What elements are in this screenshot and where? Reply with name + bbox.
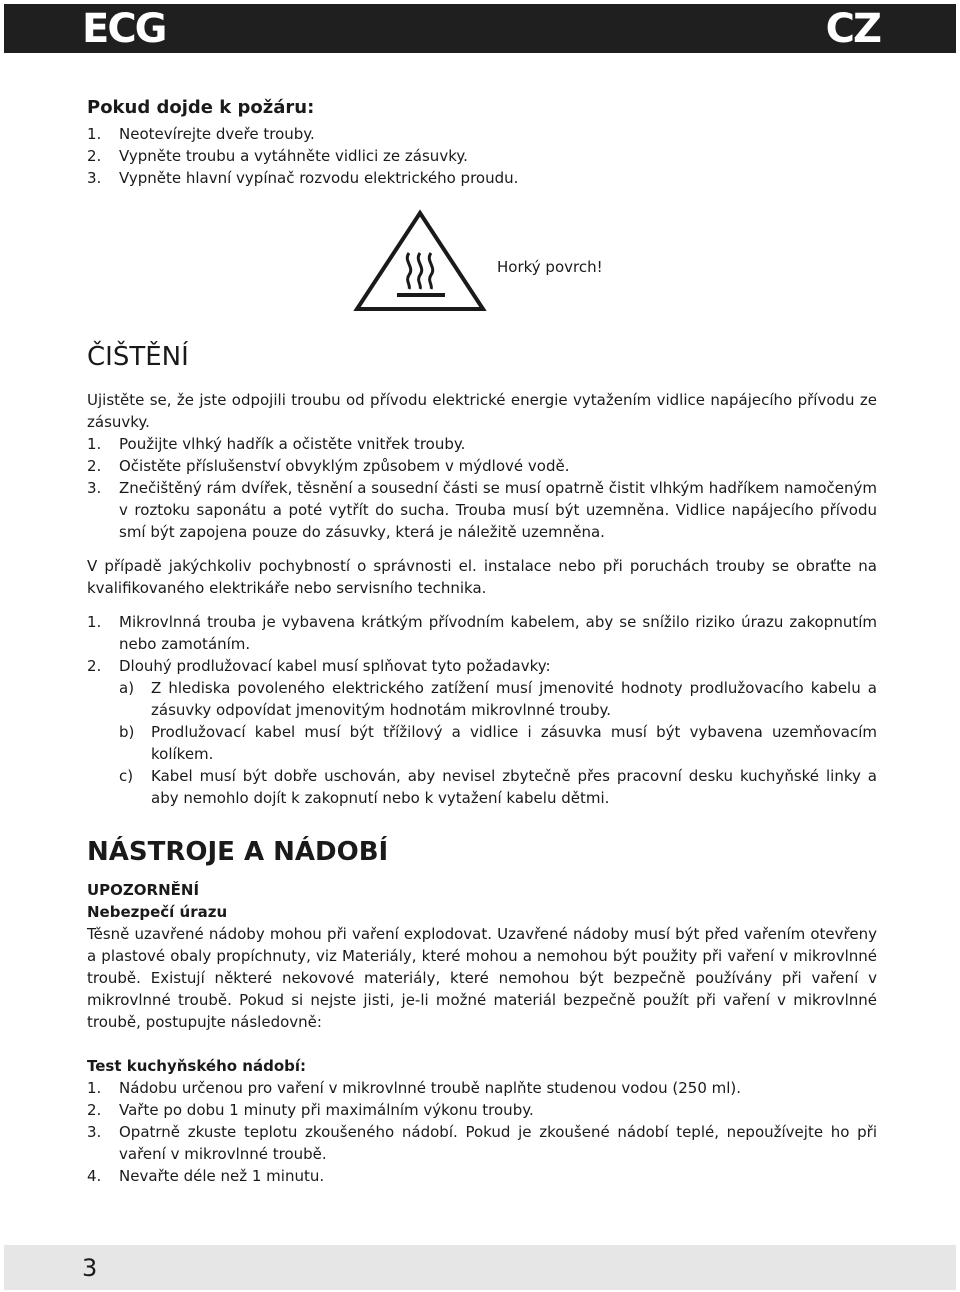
page-header [4,4,956,53]
list-number: 2. [87,147,102,165]
list-text: Prodlužovací kabel musí být třížilový a vidlice i zásuvka musí být vybavena uzemňovacím kolíkem. [151,723,877,763]
list-text: Vypněte hlavní vypínač rozvodu elektrického proudu. [119,169,519,187]
list-number: 2. [87,457,102,475]
page-footer [4,1245,956,1290]
list-item [87,433,877,455]
list-number: 1. [87,435,102,453]
cleaning-doubt-paragraph: V případě jakýchkoliv pochybností o správnosti el. instalace nebo při poruchách trouby se obraťte na kvalifikovaného elektrikáře nebo servisního technika. [87,557,877,597]
list-text: Vypněte troubu a vytáhněte vidlici ze zásuvky. [119,147,468,165]
list-item [87,1121,877,1165]
list-text: Vařte po dobu 1 minuty při maximálním výkonu trouby. [119,1101,534,1119]
list-item [87,1165,877,1187]
list-text: Z hlediska povoleného elektrického zatížení musí jmenovité hodnoty prodlužovacího kabelu a zásuvky odpovídat jmenovitým hodnotám mikrovlnné trouby. [151,679,877,719]
list-text: Nevařte déle než 1 minutu. [119,1167,325,1185]
list-letter: a) [119,679,135,697]
list-number: 3. [87,479,102,497]
list-number: 1. [87,1079,102,1097]
page-content [87,96,877,1187]
list-text: Mikrovlnná trouba je vybavena krátkým přívodním kabelem, aby se snížilo riziko úrazu zakopnutím nebo zamotáním. [119,613,877,653]
cleaning-steps-list [87,433,877,543]
list-text: Kabel musí být dobře uschován, aby nevisel zbytečně přes pracovní desku kuchyňské linky a aby nemohlo dojít k zakopnutí nebo k vytažení kabelu dětmi. [151,767,877,807]
fire-section-title: Pokud dojde k požáru: [87,97,315,118]
cable-list [87,611,877,677]
list-text: Znečištěný rám dvířek, těsnění a sousední části se musí opatrně čistit vlhkým hadříkem namočeným v roztoku saponátu a poté vytřít do sucha. Trouba musí být uzemněna. Vidlice napájecího přívodu smí být zapojena pouze do zásuvky, která je náležitě uzemněna. [119,479,877,541]
danger-label: Nebezpečí úrazu [87,903,228,921]
list-item [87,611,877,655]
list-item [87,167,877,189]
page-number: 3 [82,1254,98,1282]
language-code: CZ [825,6,880,52]
list-number: 1. [87,125,102,143]
list-item [87,655,877,677]
hot-surface-warning [87,197,877,321]
list-item [87,1099,877,1121]
brand-logo: ECG [82,6,166,52]
list-number: 4. [87,1167,102,1185]
cable-requirements-list [119,677,877,809]
list-letter: b) [119,723,135,741]
list-number: 2. [87,657,102,675]
list-item [119,721,877,765]
list-item [87,1077,877,1099]
cleaning-heading: ČIŠTĚNÍ [87,342,189,372]
test-title: Test kuchyňského nádobí: [87,1057,307,1075]
list-text: Opatrně zkuste teplotu zkoušeného nádobí. Pokud je zkoušené nádobí teplé, nepoužívejte ho při vaření v mikrovlnné troubě. [119,1123,877,1163]
list-number: 3. [87,1123,102,1141]
hot-surface-warning-icon [353,209,487,313]
list-number: 2. [87,1101,102,1119]
list-item [87,123,877,145]
test-steps-list [87,1077,877,1187]
list-letter: c) [119,767,134,785]
cleaning-intro: Ujistěte se, že jste odpojili troubu od přívodu elektrické energie vytažením vidlice napájecího přívodu ze zásuvky. [87,391,877,431]
list-item [119,677,877,721]
list-item [87,477,877,543]
list-number: 3. [87,169,102,187]
list-item [87,145,877,167]
list-text: Nádobu určenou pro vaření v mikrovlnné troubě naplňte studenou vodou (250 ml). [119,1079,742,1097]
list-item [87,455,877,477]
list-text: Neotevírejte dveře trouby. [119,125,315,143]
hot-surface-label: Horký povrch! [497,258,603,276]
list-number: 1. [87,613,102,631]
fire-steps-list [87,123,877,189]
list-item [119,765,877,809]
tools-heading: NÁSTROJE A NÁDOBÍ [87,837,389,867]
warning-label: UPOZORNĚNÍ [87,881,200,899]
list-text: Očistěte příslušenství obvyklým způsobem v mýdlové vodě. [119,457,570,475]
tools-paragraph: Těsně uzavřené nádoby mohou při vaření explodovat. Uzavřené nádoby musí být před vařením otevřeny a plastové obaly propíchnuty, viz Materiály, které mohou a nemohou být použity při vaření v mikrovlnné troubě. Existují některé nekovové materiály, které nemohou být bezpečně používány při vaření v mikrovlnné troubě. Pokud si nejste jisti, je-li možné materiál bezpečně použít při vaření v mikrovlnné troubě, postupujte následovně: [87,925,877,1031]
list-text: Použijte vlhký hadřík a očistěte vnitřek trouby. [119,435,466,453]
list-text: Dlouhý prodlužovací kabel musí splňovat tyto požadavky: [119,657,551,675]
